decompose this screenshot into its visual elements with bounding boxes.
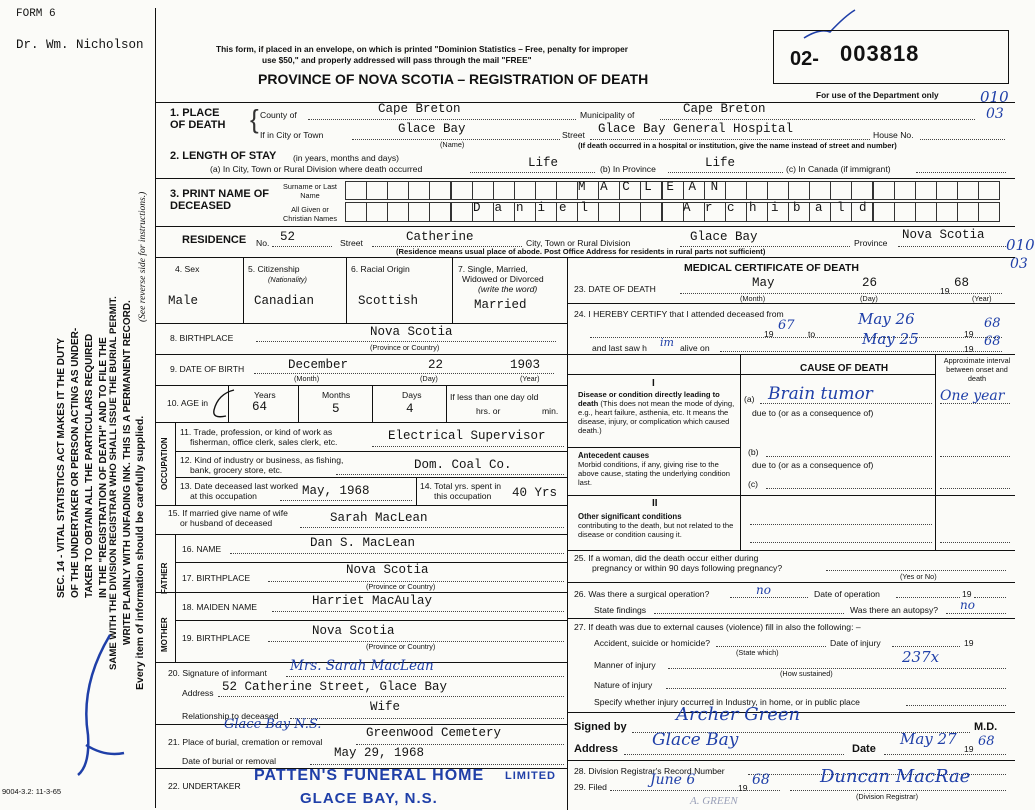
name-char-cell [746, 181, 768, 200]
stay-c-label: (c) In Canada (if immigrant) [786, 164, 891, 174]
q15-label-1: 15. If married give name of wife [168, 508, 288, 518]
q17-value: Nova Scotia [346, 563, 429, 577]
last-saw-label: and last saw h [592, 343, 647, 353]
q14-label-1: 14. Total yrs. spent in [420, 481, 502, 491]
q25-label-1: 25. If a woman, did the death occur either during [574, 553, 759, 563]
alive-date: May 25 [862, 330, 919, 348]
name-char-cell [767, 181, 789, 200]
q21-label: 21. Place of burial, cremation or removal [168, 737, 323, 747]
state-findings-label: State findings [594, 605, 647, 615]
place-label-text: 1. PLACE OF DEATH [170, 107, 226, 131]
marital-label-3: (write the word) [478, 284, 538, 294]
name-char-cell [640, 202, 662, 222]
autopsy-answer: no [960, 598, 975, 612]
dod-year-sub: (Year) [972, 294, 992, 303]
injury-date-label: Date of injury [830, 638, 881, 648]
given-value-2: Archibald [683, 201, 882, 215]
name-char-cell [915, 181, 937, 200]
alive-century: 19 [964, 344, 974, 354]
cause-c-mark: (c) [748, 479, 759, 489]
part-ii: II [652, 498, 658, 509]
margin-line-3: TAKER TO OBTAIN ALL THE PARTICULARS REQUIRED [84, 333, 95, 598]
ink-mark [60, 625, 130, 785]
interval-a: One year [940, 388, 1005, 404]
dob-year: 1903 [510, 358, 541, 372]
q11-value: Electrical Supervisor [388, 429, 546, 443]
residence-note: (Residence means usual place of abode. Post Office Address for residents in rural parts not sufficient) [396, 247, 766, 256]
op-date-label: Date of operation [814, 589, 880, 599]
dod-month-sub: (Month) [740, 294, 766, 303]
months-label: Months [322, 390, 351, 400]
q16-value: Dan S. MacLean [310, 536, 416, 550]
citizenship-value: Canadian [254, 294, 315, 308]
op-century: 19 [962, 589, 972, 599]
antecedent-note: Morbid conditions, if any, giving rise to the above cause, stating the underlying condition last. [578, 460, 730, 487]
other-label: Other significant conditions [578, 512, 682, 521]
name-char-cell [451, 202, 473, 222]
house-label: House No. [873, 130, 914, 140]
alive-year: 68 [984, 334, 1001, 349]
disease-label-text: Disease or condition directly leading to death [578, 390, 720, 408]
stay-a-label: (a) In City, Town or Rural Division where death occurred [210, 164, 423, 174]
filed-year: 68 [752, 772, 770, 788]
form-title: PROVINCE OF NOVA SCOTIA – REGISTRATION OF DEATH [258, 71, 649, 87]
cause-a-value: Brain tumor [768, 384, 873, 404]
cause-heading: CAUSE OF DEATH [800, 363, 889, 374]
filed-date: June 6 [650, 772, 696, 788]
occupation-side: OCCUPATION [160, 437, 169, 490]
q24-to: to [808, 329, 816, 339]
q12-label-2: bank, grocery store, etc. [190, 465, 283, 475]
county-value: Cape Breton [378, 102, 461, 116]
q17-label: 17. BIRTHPLACE [182, 573, 251, 583]
manner-label: Manner of injury [594, 660, 656, 670]
q22-label: 22. UNDERTAKER [168, 781, 241, 791]
given-value-1: Daniel [473, 201, 603, 215]
name-char-cell [978, 181, 1000, 200]
q24-from-year: 67 [778, 318, 795, 333]
stay-b-value: Life [705, 156, 736, 170]
city-name-sub: (Name) [440, 140, 465, 149]
dob-month: December [288, 358, 349, 372]
part-i: I [652, 378, 655, 389]
name-char-cell [894, 181, 916, 200]
name-char-cell [408, 202, 430, 222]
disease-label [578, 390, 738, 435]
q29-label: 29. Filed [574, 782, 607, 792]
dob-day: 22 [428, 358, 444, 372]
mail-notice-1: This form, if placed in an envelope, on which is printed "Dominion Statistics – Free, penalty for improper [216, 44, 628, 54]
sex-label: 4. Sex [175, 264, 200, 274]
name-char-cell [556, 181, 578, 200]
physician-address-label: Address [574, 743, 619, 755]
margin-line-7: Every item of information should be carefully supplied. [134, 415, 146, 690]
last-saw-him: im [660, 336, 674, 349]
margin-line-4: IN THE "REGISTRATION OF DEATH" AND TO FILE THE [98, 337, 109, 598]
q24-century-1: 19 [764, 329, 774, 339]
q18-label: 18. MAIDEN NAME [182, 602, 257, 612]
municipality-label: Municipality of [580, 110, 635, 120]
residence-no-label: No. [256, 238, 270, 248]
q11-label-1: 11. Trade, profession, or kind of work as [180, 427, 333, 437]
father-side: FATHER [160, 562, 169, 594]
registrar-signature: Duncan MacRae [820, 766, 971, 787]
industry-label: Specify whether injury occurred in Industry, in home, or in public place [594, 697, 860, 707]
dod-century: 19 [940, 286, 950, 296]
q19-value: Nova Scotia [312, 624, 395, 638]
antecedent-label: Antecedent causes [578, 451, 650, 460]
days-label: Days [402, 390, 422, 400]
nature-label: Nature of injury [594, 680, 653, 690]
dob-day-sub: (Day) [420, 374, 438, 383]
burial-date-label: Date of burial or removal [182, 756, 277, 766]
cert-date-label: Date [852, 743, 876, 755]
hrs-label: hrs. or [476, 406, 501, 416]
surname-label: Surname or Last Name [283, 182, 337, 200]
surname-value: MACLEAN [578, 180, 733, 194]
name-char-cell [387, 181, 409, 200]
filed-century: 19 [738, 783, 748, 793]
undertaker-city-stamp: GLACE BAY, N.S. [300, 790, 438, 807]
margin-line-8: (See reverse side for instructions.) [138, 191, 148, 322]
given-label: All Given or Christian Names [283, 205, 337, 223]
q11-label-2: fisherman, office clerk, sales clerk, etc. [190, 437, 338, 447]
stay-b-label: (b) In Province [600, 164, 656, 174]
age-months: 5 [332, 402, 340, 416]
q20-label: 20. Signature of informant [168, 668, 267, 678]
undertaker-stamp: PATTEN'S FUNERAL HOME [254, 767, 485, 784]
q24-label: 24. I HEREBY CERTIFY that I attended deceased from [574, 309, 784, 319]
name-char-cell [429, 202, 451, 222]
q23-label: 23. DATE OF DEATH [574, 284, 656, 294]
name-char-cell [957, 202, 979, 222]
city-value: Glace Bay [398, 122, 466, 136]
county-label: County of [260, 110, 297, 120]
disease-note: (This does not mean the mode of dying, e.g., heart failure, asthenia, etc. It means the disease, injury, or complication which caused death.) [578, 399, 735, 435]
form-number: FORM 6 [16, 8, 56, 20]
dept-note: For use of the Department only [816, 90, 939, 100]
burial-date: May 29, 1968 [334, 746, 425, 760]
relationship-value: Wife [370, 700, 401, 714]
informant-signature: Mrs. Sarah MacLean [290, 658, 434, 674]
stay-sub: (in years, months and days) [293, 153, 400, 163]
name-char-cell [366, 202, 388, 222]
name-char-cell [345, 202, 367, 222]
name-char-cell [915, 202, 937, 222]
residence-label: RESIDENCE [182, 234, 247, 246]
cause-a-mark: (a) [744, 394, 755, 404]
form-code: 9004-3.2: 11-3-65 [2, 787, 62, 796]
name-char-cell [535, 181, 557, 200]
name-char-cell [514, 181, 536, 200]
birthplace-value: Nova Scotia [370, 325, 453, 339]
name-char-cell [851, 181, 873, 200]
residence-no: 52 [280, 230, 296, 244]
q26-label: 26. Was there a surgical operation? [574, 589, 710, 599]
medical-heading: MEDICAL CERTIFICATE OF DEATH [684, 262, 859, 274]
q15-label-2: or husband of deceased [180, 518, 273, 528]
burial-place-hw: Glace Bay N.S. [224, 717, 322, 732]
q27-label: 27. If death was due to external causes (violence) fill in also the following: – [574, 622, 861, 632]
age-label: 10. AGE in [167, 398, 209, 408]
citizenship-sub: (Nationality) [268, 275, 307, 284]
cause-b-mark: (b) [748, 447, 759, 457]
place-label [170, 107, 230, 131]
residence-street-label: Street [340, 238, 363, 248]
q14-label-2: this occupation [434, 491, 492, 501]
other-note: contributing to the death, but not related to the disease or condition causing it. [578, 521, 734, 539]
how-sustained: (How sustained) [780, 669, 833, 678]
informant-address: 52 Catherine Street, Glace Bay [222, 680, 448, 694]
q19-label: 19. BIRTHPLACE [182, 633, 251, 643]
age-days: 4 [406, 402, 414, 416]
marital-label-1: 7. Single, Married, [458, 264, 528, 274]
birthplace-sub: (Province or Country) [370, 343, 440, 352]
city-label: If in City or Town [260, 130, 324, 140]
name-char-cell [978, 202, 1000, 222]
mother-side: MOTHER [160, 617, 169, 652]
due-to-1: due to (or as a consequence of) [752, 408, 874, 418]
name-char-cell [894, 202, 916, 222]
racial-label: 6. Racial Origin [351, 264, 410, 274]
alive-on-label: alive on [680, 343, 710, 353]
residence-city-label: City, Town or Rural Division [526, 238, 631, 248]
hospital-note: (If death occurred in a hospital or institution, give the name instead of street and number) [578, 141, 897, 150]
undertaker-stamp-suffix: LIMITED [505, 770, 556, 782]
injury-century: 19 [964, 638, 974, 648]
less-day-label: If less than one day old [450, 392, 539, 402]
physician-address: Glace Bay [652, 730, 739, 750]
name-char-cell [936, 181, 958, 200]
margin-line-2: OF THE UNDERTAKER OR PERSON ACTING AS UNDER- [70, 327, 81, 598]
q24-to-year: 68 [984, 316, 1001, 331]
q24-century-2: 19 [964, 329, 974, 339]
q19-sub: (Province or Country) [366, 642, 436, 651]
dod-day-sub: (Day) [860, 294, 878, 303]
q12-label-1: 12. Kind of industry or business, as fishing, [180, 455, 344, 465]
manner-code: 237x [902, 648, 940, 666]
q12-value: Dom. Coal Co. [414, 458, 512, 472]
reg-prefix: 02- [790, 48, 819, 70]
street-value: Glace Bay General Hospital [598, 122, 794, 136]
margin-line-1: SEC. 14 - VITAL STATISTICS ACT MAKES IT THE DUTY [56, 337, 67, 598]
min-label: min. [542, 406, 559, 416]
stay-label: 2. LENGTH OF STAY [170, 150, 277, 162]
marital-label-2: Widowed or Divorced [462, 274, 544, 284]
municipality-value: Cape Breton [683, 102, 766, 116]
dob-label: 9. DATE OF BIRTH [170, 364, 245, 374]
dod-day: 26 [862, 276, 878, 290]
residence-city: Glace Bay [690, 230, 758, 244]
accident-label: Accident, suicide or homicide? [594, 638, 711, 648]
name-char-cell [429, 181, 451, 200]
q14-value: 40 Yrs [512, 486, 558, 500]
due-to-2: due to (or as a consequence of) [752, 460, 874, 470]
dod-month: May [752, 276, 775, 290]
name-char-cell [493, 181, 515, 200]
dob-year-sub: (Year) [520, 374, 540, 383]
stay-a-value: Life [528, 156, 559, 170]
margin-line-6: WRITE PLAINLY WITH UNFADING INK. THIS IS A PERMANENT RECORD. [122, 300, 133, 645]
age-years: 64 [252, 400, 268, 414]
q13-value: May, 1968 [302, 484, 370, 498]
cert-century: 19 [964, 744, 974, 754]
citizenship-label: 5. Citizenship [248, 264, 300, 274]
name-char-cell [873, 181, 895, 200]
name-label: 3. PRINT NAME OF DECEASED [170, 188, 270, 212]
name-char-cell [345, 181, 367, 200]
q16-label: 16. NAME [182, 544, 222, 554]
dept-code-3: 010 [1006, 236, 1035, 254]
name-char-cell [408, 181, 430, 200]
residence-province-label: Province [854, 238, 888, 248]
name-char-cell [366, 181, 388, 200]
name-char-cell [662, 202, 684, 222]
q17-sub: (Province or Country) [366, 582, 436, 591]
reg-number: 003818 [840, 41, 920, 66]
cert-year: 68 [978, 734, 995, 749]
residence-province: Nova Scotia [902, 228, 985, 242]
marital-value: Married [474, 298, 527, 312]
q13-label-2: at this occupation [190, 491, 257, 501]
dept-code-1: 010 [980, 88, 1009, 106]
name-char-cell [451, 181, 473, 200]
name-char-cell [957, 181, 979, 200]
birthplace-label: 8. BIRTHPLACE [170, 333, 234, 343]
name-char-cell [788, 181, 810, 200]
years-label: Years [254, 390, 276, 400]
q26-answer: no [756, 583, 771, 597]
registrar-label: (Division Registrar) [856, 792, 919, 801]
interval-heading: Approximate interval between onset and death [943, 356, 1011, 383]
name-char-cell [387, 202, 409, 222]
q13-label-1: 13. Date deceased last worked [180, 481, 298, 491]
dept-code-2: 03 [986, 106, 1004, 122]
mail-notice-2: use $50," and properly addressed will pass through the mail "FREE" [262, 55, 532, 65]
signed-by-signature: Archer Green [676, 704, 801, 725]
name-char-cell [809, 181, 831, 200]
name-char-cell [619, 202, 641, 222]
bottom-signature: A. GREEN [690, 795, 738, 807]
dept-code-4: 03 [1010, 256, 1028, 272]
typed-physician-name: Dr. Wm. Nicholson [16, 38, 144, 52]
racial-value: Scottish [358, 294, 419, 308]
autopsy-label: Was there an autopsy? [850, 605, 939, 615]
signed-by-label: Signed by [574, 721, 627, 733]
name-char-cell [830, 181, 852, 200]
md-label: M.D. [974, 721, 998, 733]
q25-sub: (Yes or No) [900, 572, 937, 581]
q15-value: Sarah MacLean [330, 511, 428, 525]
q25-label-2: pregnancy or within 90 days following pregnancy? [592, 563, 783, 573]
informant-address-label: Address [182, 688, 214, 698]
burial-value: Greenwood Cemetery [366, 726, 502, 740]
dod-year: 68 [954, 276, 970, 290]
relationship-label: Relationship to deceased [182, 711, 279, 721]
cert-date: May 27 [900, 730, 957, 748]
residence-street: Catherine [406, 230, 474, 244]
margin-line-5: SAME WITH THE DIVISION REGISTRAR WHO SHALL ISSUE THE BURIAL PERMIT. [108, 296, 119, 670]
state-which: (State which) [736, 648, 779, 657]
q18-value: Harriet MacAulay [312, 594, 433, 608]
name-char-cell [936, 202, 958, 222]
q28-label: 28. Division Registrar's Record Number [574, 766, 725, 776]
sex-value: Male [168, 294, 199, 308]
q24-to-date: May 26 [858, 310, 915, 328]
dob-month-sub: (Month) [294, 374, 320, 383]
name-char-cell [472, 181, 494, 200]
street-label: Street [562, 130, 585, 140]
